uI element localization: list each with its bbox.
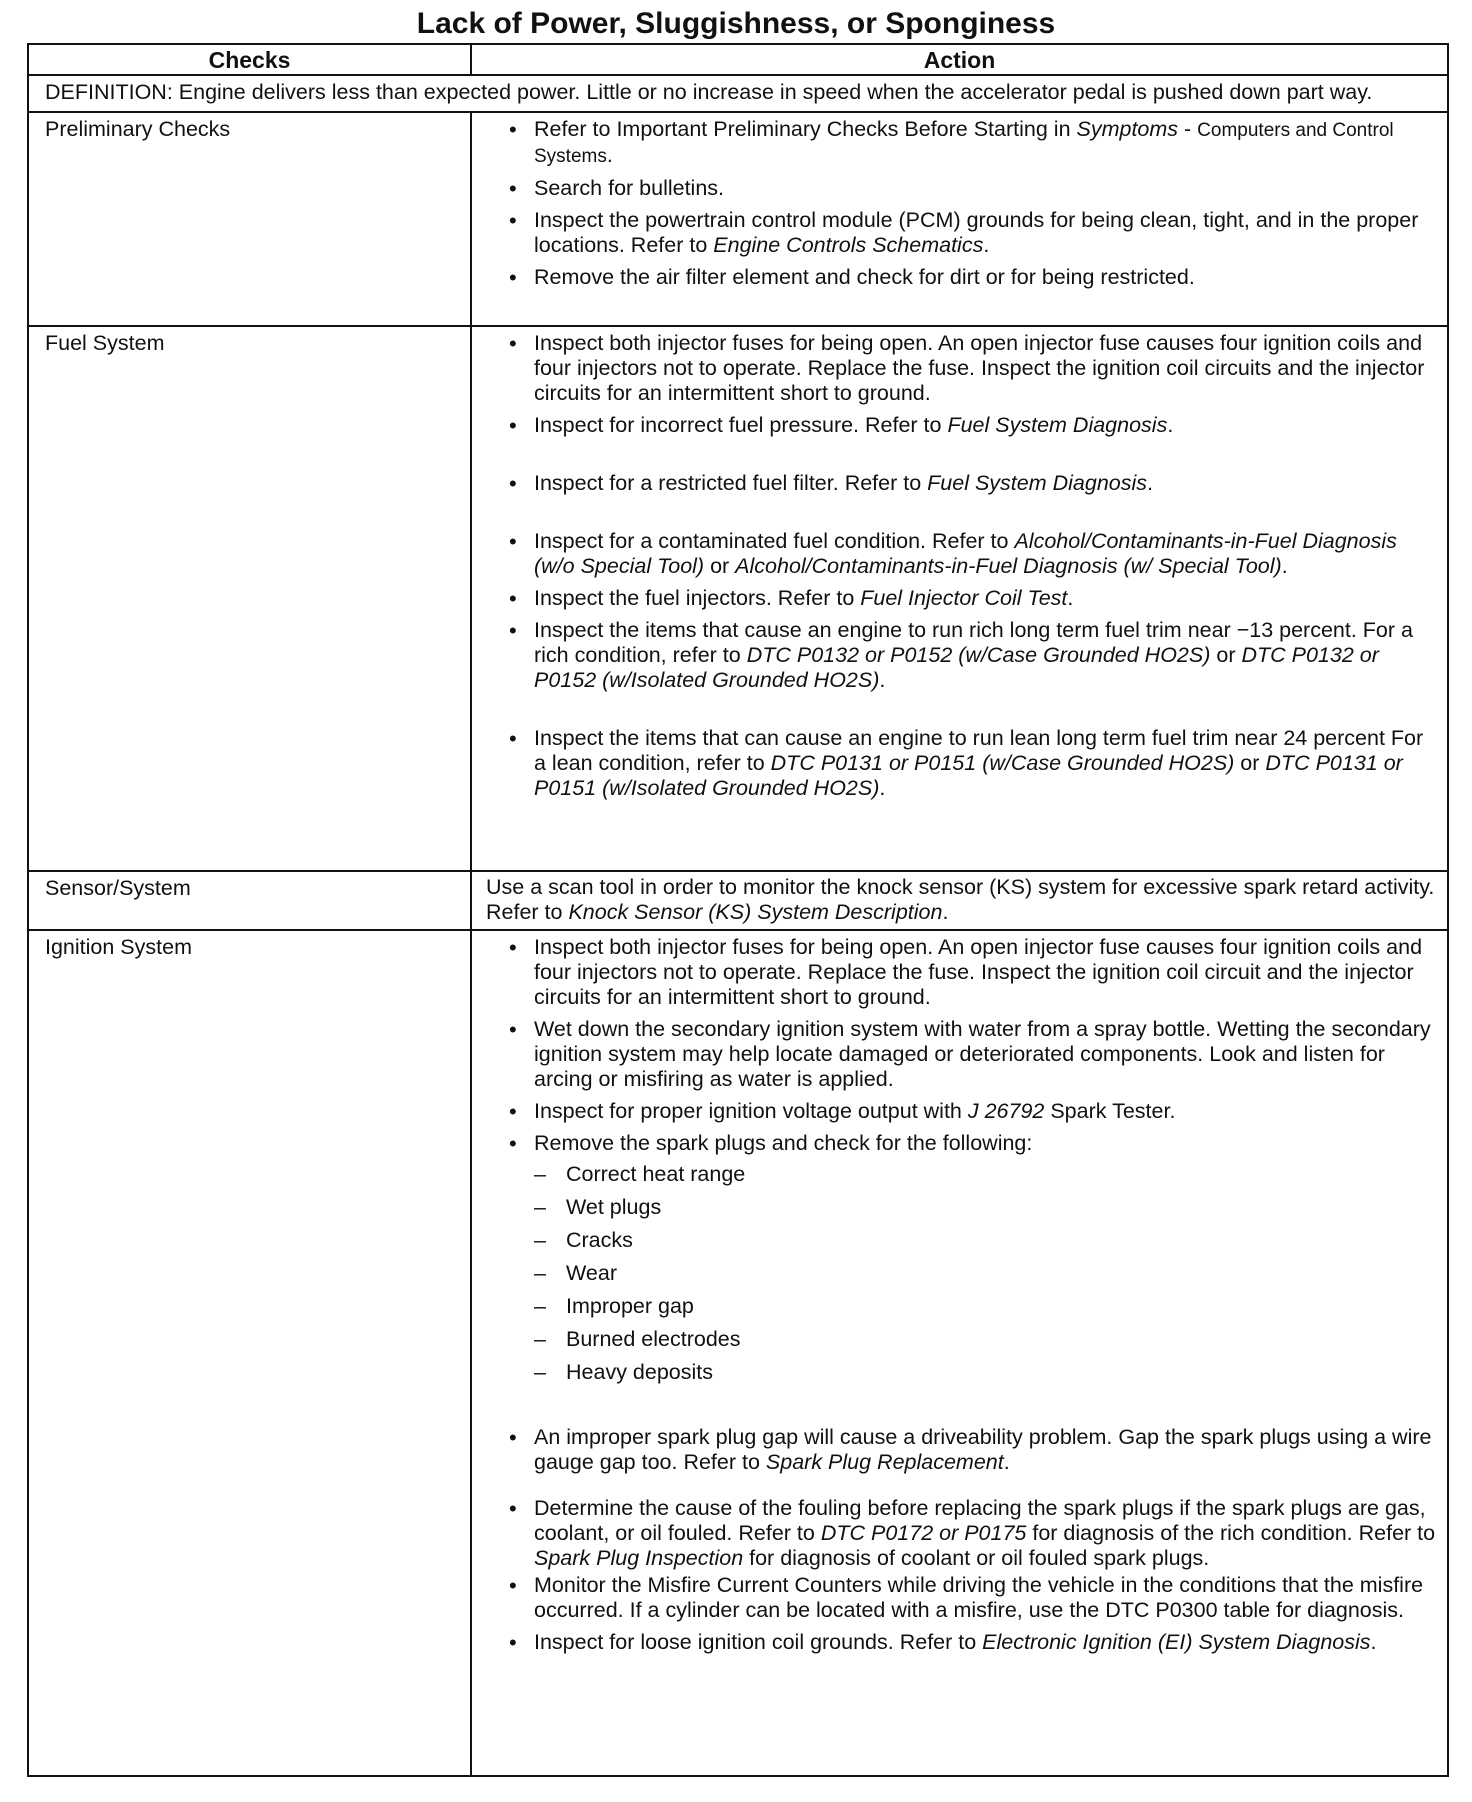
action-item: • Inspect for a contaminated fuel condition. Refer to Alcohol/Contaminants-in-Fuel Diagnosis (w/o Special Tool) or Alcohol/Contaminants-in-Fuel Diagnosis (w/ Special Tool). [490, 529, 1437, 579]
table-row [28, 930, 1448, 1776]
column-header-checks: Checks [28, 44, 471, 75]
table-row [28, 112, 1448, 326]
column-header-action: Action [471, 44, 1448, 75]
table-row [28, 326, 1448, 871]
action-cell [471, 326, 1448, 871]
list-item: – Improper gap [534, 1294, 1437, 1319]
check-label: Ignition System [28, 930, 471, 1776]
check-label: Preliminary Checks [28, 112, 471, 326]
action-item: • Determine the cause of the fouling before replacing the spark plugs if the spark plugs are gas, coolant, or oil fouled. Refer to DTC P0172 or P0175 for diagnosis of the rich condition. Refer to Spark Plug Inspection for diagnosis of coolant or oil fouled spark plugs. [490, 1496, 1437, 1571]
list-item: – Burned electrodes [534, 1327, 1437, 1352]
action-cell: Use a scan tool in order to monitor the knock sensor (KS) system for excessive spark retard activity. Refer to Knock Sensor (KS) System Description. [471, 871, 1448, 930]
action-item: • Inspect the items that can cause an engine to run lean long term fuel trim near 24 percent For a lean condition, refer to DTC P0131 or P0151 (w/Case Grounded HO2S) or DTC P0131 or P0151 (w/Isolated Grounded HO2S). [490, 726, 1437, 801]
document-title: Lack of Power, Sluggishness, or Sponginess [416, 7, 1056, 40]
definition-text: DEFINITION: Engine delivers less than expected power. Little or no increase in speed when the accelerator pedal is pushed down part way. [28, 75, 1448, 112]
list-item: – Wet plugs [534, 1195, 1437, 1220]
action-cell [471, 930, 1448, 1776]
check-label: Sensor/System [28, 871, 471, 930]
list-item: – Cracks [534, 1228, 1437, 1253]
action-item: • An improper spark plug gap will cause a driveability problem. Gap the spark plugs using a wire gauge gap too. Refer to Spark Plug Replacement. [490, 1425, 1437, 1475]
action-list [490, 331, 1437, 801]
definition-row [28, 75, 1448, 112]
action-item: • Inspect for loose ignition coil grounds. Refer to Electronic Ignition (EI) System Diagnosis. [490, 1630, 1437, 1655]
action-item: • Inspect the powertrain control module (PCM) grounds for being clean, tight, and in the proper locations. Refer to Engine Controls Schematics. [490, 208, 1437, 258]
action-item: • Inspect both injector fuses for being open. An open injector fuse causes four ignition coils and four injectors not to operate. Replace the fuse. Inspect the ignition coil circuit and the injector circuits for an intermittent short to ground. [490, 935, 1437, 1010]
action-item: • Inspect both injector fuses for being open. An open injector fuse causes four ignition coils and four injectors not to operate. Replace the fuse. Inspect the ignition coil circuits and the injector circuits for an intermittent short to ground. [490, 331, 1437, 406]
action-item: • Wet down the secondary ignition system with water from a spray bottle. Wetting the secondary ignition system may help locate damaged or deteriorated components. Look and listen for arcing or misfiring as water is applied. [490, 1017, 1437, 1092]
table-row [28, 871, 1448, 930]
spark-check-list [534, 1162, 1437, 1385]
action-item: • Search for bulletins. [490, 176, 1437, 201]
action-item: • Inspect for proper ignition voltage output with J 26792 Spark Tester. [490, 1099, 1437, 1124]
action-item: • Inspect for incorrect fuel pressure. Refer to Fuel System Diagnosis. [490, 413, 1437, 438]
action-cell [471, 112, 1448, 326]
check-label: Fuel System [28, 326, 471, 871]
list-item: – Correct heat range [534, 1162, 1437, 1187]
diagnostic-table [27, 43, 1449, 1777]
action-item: • Inspect the items that cause an engine to run rich long term fuel trim near −13 percent. For a rich condition, refer to DTC P0132 or P0152 (w/Case Grounded HO2S) or DTC P0132 or P0152 (w/Isolated Grounded HO2S). [490, 618, 1437, 693]
action-list [490, 935, 1437, 1655]
list-item: – Heavy deposits [534, 1360, 1437, 1385]
action-item: • Monitor the Misfire Current Counters while driving the vehicle in the conditions that the misfire occurred. If a cylinder can be located with a misfire, use the DTC P0300 table for diagnosis. [490, 1573, 1437, 1623]
action-item: • Refer to Important Preliminary Checks Before Starting in Symptoms - Computers and Control Systems. [490, 117, 1437, 169]
action-item: • Remove the spark plugs and check for the following: – Correct heat range – Wet plugs – Cracks – Wear – Improper gap – Burned electrodes – Heavy deposits [490, 1131, 1437, 1385]
action-item: • Remove the air filter element and check for dirt or for being restricted. [490, 265, 1437, 290]
list-item: – Wear [534, 1261, 1437, 1286]
action-item: • Inspect the fuel injectors. Refer to Fuel Injector Coil Test. [490, 586, 1437, 611]
action-item: • Inspect for a restricted fuel filter. Refer to Fuel System Diagnosis. [490, 471, 1437, 496]
action-list [490, 117, 1437, 290]
header-row [28, 44, 1448, 75]
